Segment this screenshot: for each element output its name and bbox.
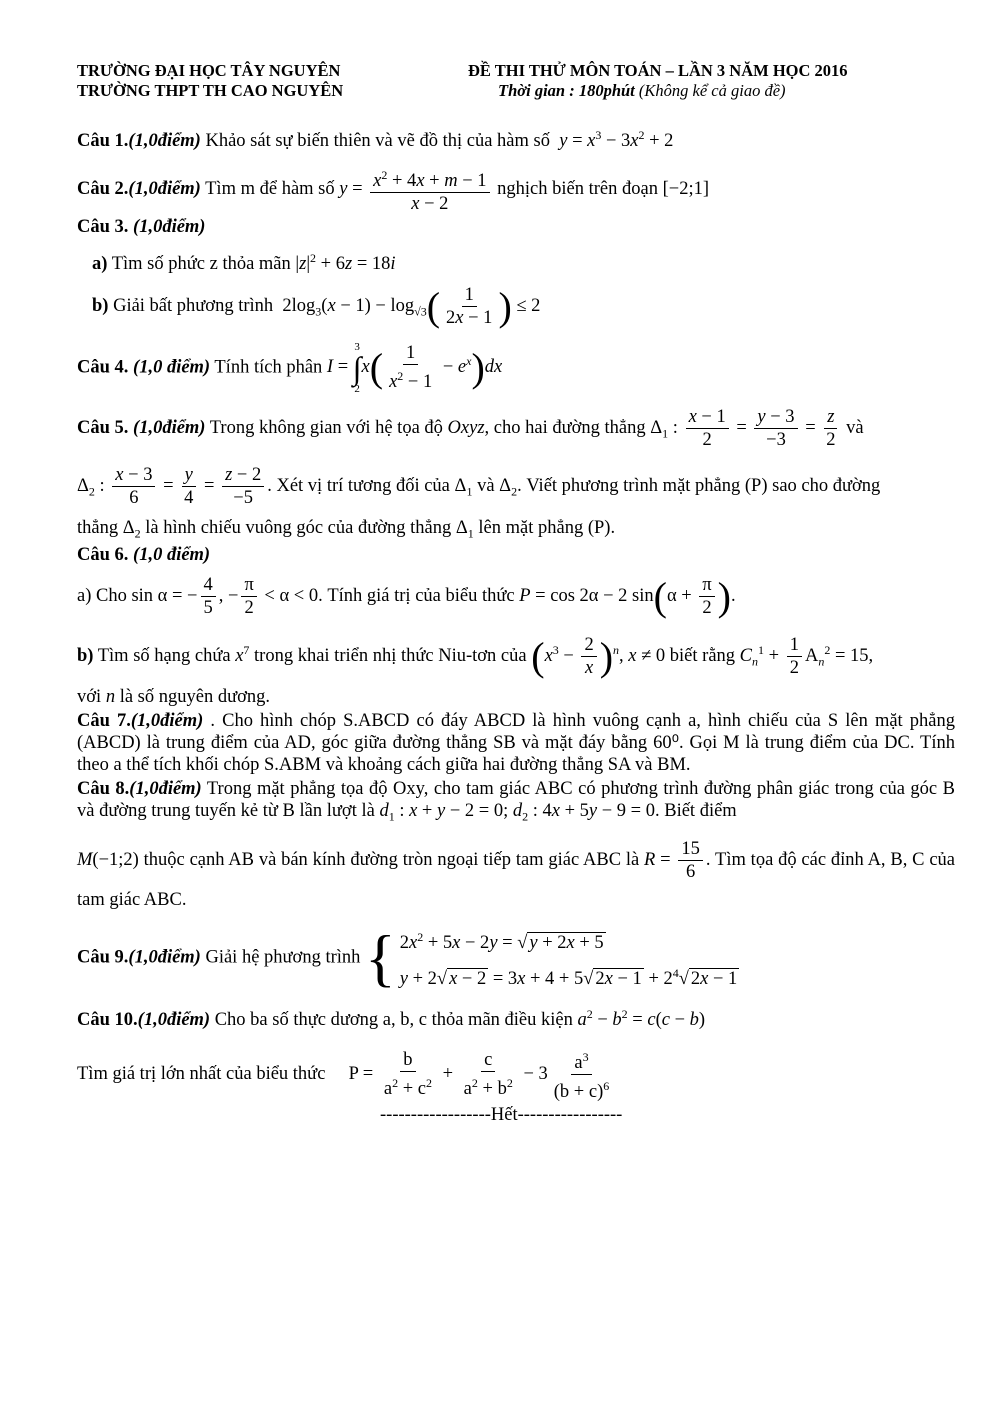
question-8: Câu 8.(1,0điểm) Trong mặt phẳng tọa độ Oxy, cho tam giác ABC có phương trình đường phân giác trong của góc B và đường trung tuyến kẻ từ B lần lượt là $d_1$ : x + y − 2 = 0; $d_2$ : 4x + 5y − 9 = 0. Biết điểm	[77, 779, 955, 824]
q3-points: (1,0điểm)	[133, 217, 206, 237]
line-delta1: $\Delta_1$ : $\frac{x - 1}{2}$ = $\frac{y - 3}{-3}$ = $\frac{z}{2}$	[650, 407, 836, 450]
q3-part-b: b) Giải bất phương trình $2\log_3(x - 1) - \log_{√3}$( $\frac{1}{2x - 1}$ ) ≤ 2	[92, 283, 541, 329]
q8-points: (1,0điểm)	[129, 779, 202, 799]
q8-cont: M(−1;2) thuộc cạnh AB và bán kính đường tròn ngoại tiếp tam giác ABC là R = $\frac{15}{6}$ . Tìm tọa độ các đỉnh A, B, C của tam giác ABC.	[77, 839, 955, 910]
q2-points: (1,0điểm)	[128, 178, 201, 199]
q4-text: Tính tích phân	[210, 357, 327, 378]
exam-time: Thời gian : 180phút (Không kể cả giao đề)	[498, 81, 786, 100]
q10-label: Câu 10.	[77, 1010, 138, 1031]
q9-system: { $2x^2 + 5x - 2y$ = √ y + 2x + 5 y + 2√ x − 2 = 3x + 4 + 5√ $2x - 1 + 2^4√$ 2x − 1	[365, 922, 738, 994]
question-9	[77, 922, 955, 994]
q2-function: y = $\frac{x^2 + 4x + m - 1}{x - 2}$	[339, 179, 492, 199]
q1-text: Khảo sát sự biến thiên và vẽ đồ thị của hàm số	[200, 131, 555, 152]
question-5: Câu 5. (1,0điểm) Trong không gian với hệ tọa độ Oxyz, cho hai đường thẳng $\Delta_1$ : $\frac{x - 1}{2}$ = $\frac{y - 3}{-3}$ = $\frac{z}{2}$ và	[77, 407, 864, 450]
q9-eq2: y + 2√ x − 2 = 3x + 4 + 5√ $2x - 1 + 2^4√$ 2x − 1	[399, 966, 738, 990]
q7-label: Câu 7.	[77, 711, 131, 731]
q9-text: Giải hệ phương trình	[200, 947, 366, 968]
q9-points: (1,0điểm)	[128, 947, 201, 968]
q1-points: (1,0điểm)	[128, 131, 201, 152]
q2-label: Câu 2.	[77, 178, 129, 199]
question-1	[77, 124, 955, 152]
q1-label: Câu 1.	[77, 131, 129, 152]
q8-point-m: M(−1;2)	[77, 849, 139, 870]
school-names	[77, 61, 343, 101]
q2-text2: nghịch biến trên đoạn	[492, 178, 663, 199]
q3-label: Câu 3.	[77, 217, 134, 237]
q2-text: Tìm m để hàm số	[200, 178, 340, 199]
q6-points: (1,0 điểm)	[133, 545, 211, 565]
q6-label: Câu 6.	[77, 545, 134, 565]
q6-a-expression: P = cos 2α − 2 sin(α + $\frac{\pi}{2}$ ).	[519, 573, 736, 619]
q4-label: Câu 4.	[77, 357, 134, 378]
q2-interval: [−2;1]	[662, 178, 709, 199]
exam-title: ĐỀ THI THỬ MÔN TOÁN – LẦN 3 NĂM HỌC 2016	[468, 61, 848, 80]
q7-points: (1,0điểm)	[130, 711, 204, 731]
q5-line3: thẳng $\Delta_2$ là hình chiếu vuông góc của đường thẳng $\Delta_1$ lên mặt phẳng (P).	[77, 518, 616, 541]
q6-part-a: a) Cho sin α = − $\frac{4}{5}$ , − $\frac{\pi}{2}$ < α < 0. Tính giá trị của biểu thức P = cos 2α − 2 sin(α + $\frac{\pi}{2}$ ).	[77, 573, 736, 619]
q6-a-given: sin α = − $\frac{4}{5}$ , − $\frac{\pi}{2}$ < α < 0	[131, 575, 319, 618]
q7-text: . Cho hình chóp S.ABCD có đáy ABCD là hình vuông cạnh a, hình chiếu của S lên mặt phẳng (ABCD) là trung điểm của AD, góc giữa đường thẳng SB và mặt đáy bằng 60⁰. Gọi M là trung điểm của DC. Tính theo a thể tích khối chóp S.ABM và khoảng cách giữa hai đường thẳng SA và BM.	[77, 711, 955, 775]
exam-header	[468, 61, 848, 101]
question-7	[77, 710, 955, 776]
question-4	[77, 340, 955, 396]
q6-b-condition: $C_n^1$ + $\frac{1}{2}$ $A_n^2 = 15$,	[739, 635, 874, 678]
q3-b-inequality: $2\log_3(x - 1) - \log_{√3}$( $\frac{1}{2x - 1}$ ) ≤ 2	[277, 283, 541, 329]
q4-points: (1,0 điểm)	[133, 357, 211, 378]
q1-formula: $y = x^3 - 3x^2 + 2$	[559, 128, 674, 152]
q8-label: Câu 8.	[77, 779, 130, 799]
q3-part-a: a) Tìm số phức z thỏa mãn $|z|^2 + 6z = 18i$	[92, 251, 396, 275]
q10-expression: P = $\frac{b}{a^2 + c^2}$ + $\frac{c}{a^2 + b^2}$ − 3 $\frac{a^3}{(b + c)^6}$	[330, 1064, 615, 1084]
q9-eq1: $2x^2 + 5x - 2y$ = √ y + 2x + 5	[399, 930, 604, 954]
q10-expression-row: Tìm giá trị lớn nhất của biểu thức P = $\frac{b}{a^2 + c^2}$ + $\frac{c}{a^2 + b^2}$ − 3 $\frac{a^3}{(b + c)^6}$	[77, 1046, 955, 1103]
q8-lines: $d_1$ : x + y − 2 = 0; $d_2$ : 4x + 5y − 9 = 0	[379, 801, 655, 824]
line-delta2: $\Delta_2$ : $\frac{x - 3}{6}$ = $\frac{y}{4}$ = $\frac{z - 2}{-5}$	[77, 476, 267, 496]
q10-condition: $a^2 - b^2 = c(c - b)$	[577, 1007, 706, 1031]
q5-label: Câu 5.	[77, 417, 134, 438]
school-name-1: TRƯỜNG ĐẠI HỌC TÂY NGUYÊN	[77, 61, 341, 80]
q10-points: (1,0điểm)	[137, 1010, 211, 1031]
question-2	[77, 164, 955, 215]
q4-integral: I = 3 ∫ 2 x( $\frac{1}{x^2 - 1}$ − $e^x)dx$	[326, 341, 503, 395]
q5-points: (1,0điểm)	[133, 417, 206, 438]
question-3	[77, 216, 955, 238]
q9-label: Câu 9.	[77, 947, 129, 968]
question-10: Câu 10.(1,0điểm) Cho ba số thực dương a, b, c thỏa mãn điều kiện $a^2 - b^2 = c(c - b)$	[77, 1007, 706, 1031]
end-marker: ------------------Hết-----------------	[380, 1105, 623, 1125]
q3-a-formula: $|z|^2 + 6z = 18i$	[295, 251, 396, 275]
q5-line2: $\Delta_2$ : $\frac{x - 3}{6}$ = $\frac{y}{4}$ = $\frac{z - 2}{-5}$ . Xét vị trí tương đối của $\Delta_1$ và $\Delta_2$. Viết phương trình mặt phẳng (P) sao cho đường	[77, 465, 881, 508]
q6-part-b-end: với n là số nguyên dương.	[77, 687, 271, 707]
q6-b-binomial: ($x^3$ − $\frac{2}{x}$ )$^n$, x ≠ 0	[531, 633, 666, 679]
q8-radius: R = $\frac{15}{6}$	[644, 850, 706, 870]
school-name-2: TRƯỜNG THPT TH CAO NGUYÊN	[77, 81, 344, 100]
q6-part-b: b) Tìm số hạng chứa $x^7$ trong khai triển nhị thức Niu-tơn của ($x^3$ − $\frac{2}{x}$ )$^n$, x ≠ 0 biết rằng $C_n^1$ + $\frac{1}{2}$ $A_n^2 = 15$,	[77, 633, 874, 679]
question-6	[77, 544, 955, 566]
